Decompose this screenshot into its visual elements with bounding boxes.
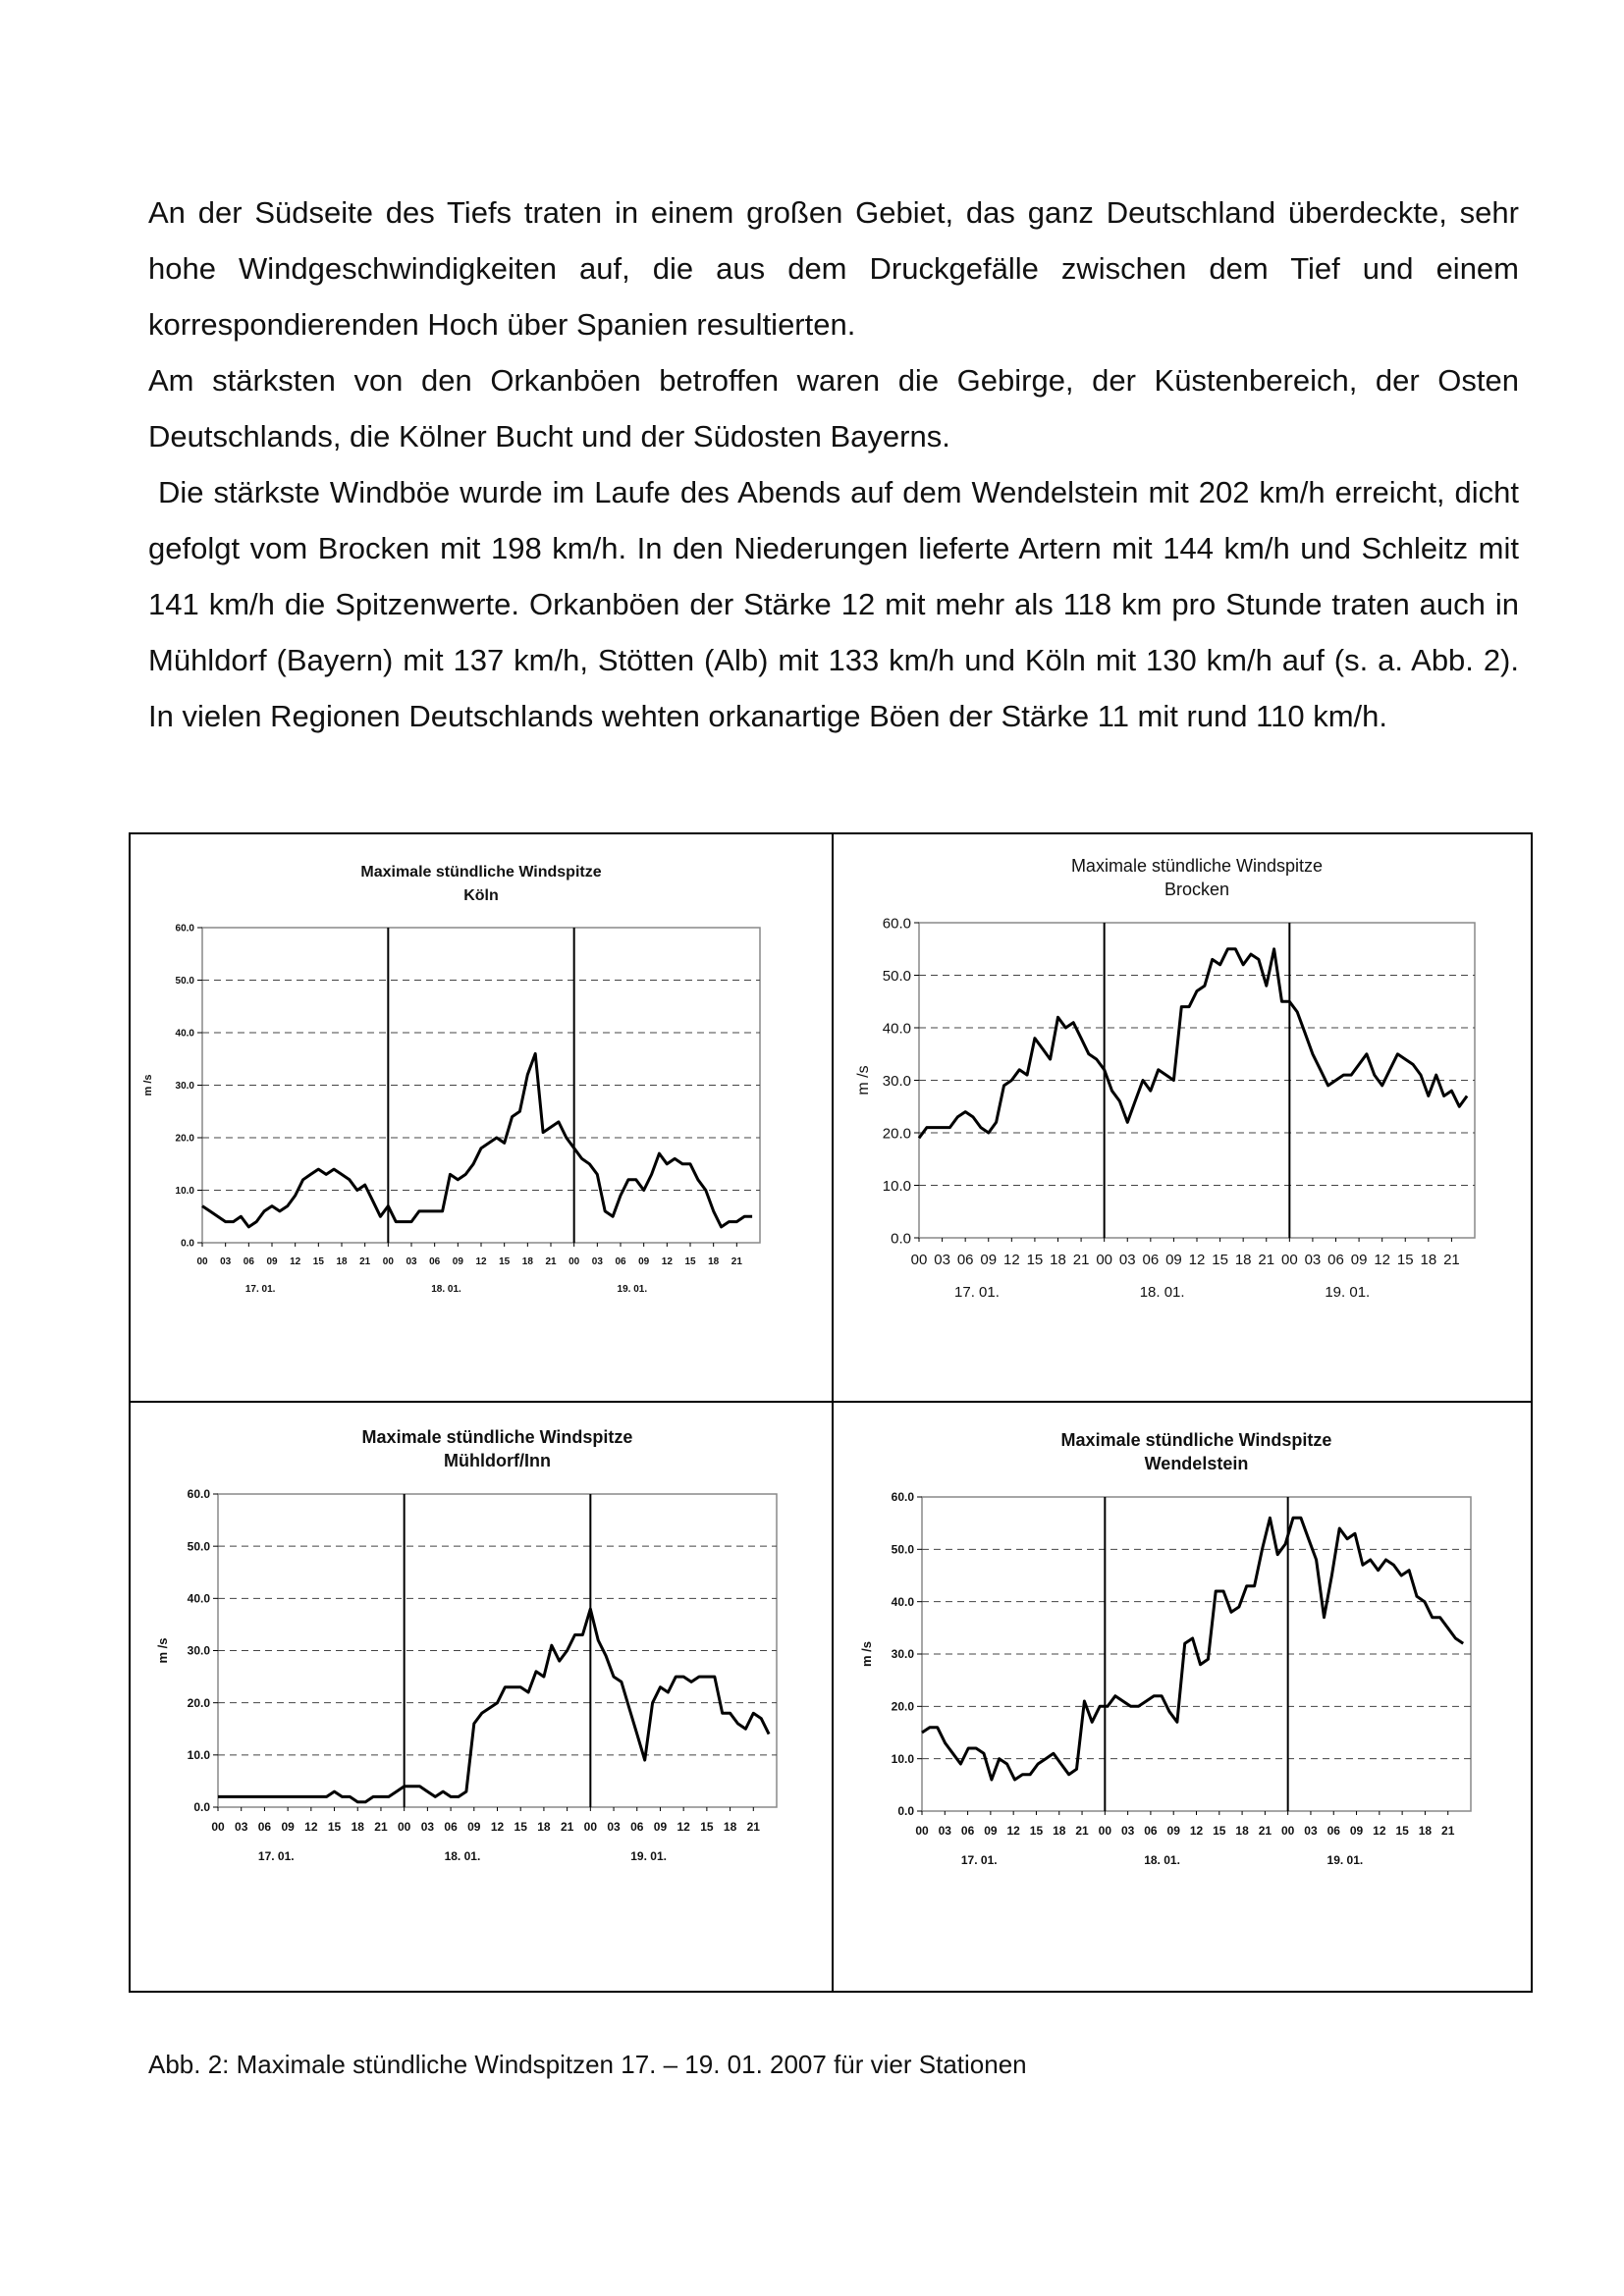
- x-tick-label: 03: [220, 1256, 232, 1267]
- y-tick-label: 10.0: [187, 1748, 210, 1763]
- figure-caption: Abb. 2: Maximale stündliche Windspitzen 17. – 19. 01. 2007 für vier Stationen: [148, 2050, 1027, 2079]
- chart-subtitle: Brocken: [1164, 880, 1230, 899]
- y-tick-label: 30.0: [175, 1081, 194, 1092]
- y-tick-label: 30.0: [882, 1072, 911, 1090]
- x-tick-label: 21: [731, 1256, 742, 1267]
- y-tick-label: 0.0: [193, 1800, 210, 1815]
- x-tick-label: 00: [211, 1820, 225, 1834]
- data-series-line: [202, 1053, 752, 1227]
- y-tick-label: 30.0: [891, 1647, 914, 1662]
- x-tick-label: 21: [746, 1820, 760, 1834]
- chart-subtitle: Köln: [463, 887, 499, 904]
- x-tick-label: 15: [1396, 1252, 1414, 1268]
- x-tick-label: 15: [499, 1256, 511, 1267]
- chart-title: Maximale stündliche Windspitze: [361, 1427, 633, 1447]
- x-tick-label: 06: [1144, 1824, 1158, 1838]
- x-tick-label: 09: [266, 1256, 278, 1267]
- x-tick-label: 06: [956, 1252, 974, 1268]
- x-tick-label: 09: [1165, 1252, 1182, 1268]
- x-tick-label: 06: [1326, 1824, 1340, 1838]
- x-tick-label: 00: [910, 1252, 928, 1268]
- y-tick-label: 60.0: [882, 915, 911, 933]
- x-tick-label: 06: [630, 1820, 644, 1834]
- x-tick-label: 12: [1374, 1252, 1391, 1268]
- x-tick-label: 09: [1349, 1824, 1364, 1838]
- x-tick-label: 18: [723, 1820, 737, 1834]
- y-tick-label: 40.0: [175, 1028, 194, 1040]
- y-tick-label: 50.0: [175, 976, 194, 987]
- y-tick-label: 40.0: [891, 1594, 914, 1609]
- y-tick-label: 20.0: [175, 1133, 194, 1145]
- data-series-line: [919, 949, 1467, 1139]
- x-tick-label: 18: [537, 1820, 551, 1834]
- x-tick-label: 09: [1350, 1252, 1368, 1268]
- x-tick-label: 15: [327, 1820, 342, 1834]
- x-tick-label: 12: [677, 1820, 690, 1834]
- x-tick-label: 15: [1029, 1824, 1044, 1838]
- y-axis-label: m /s: [855, 1065, 872, 1095]
- y-tick-label: 50.0: [187, 1539, 210, 1554]
- y-tick-label: 50.0: [891, 1542, 914, 1557]
- x-tick-label: 12: [290, 1256, 301, 1267]
- date-label: 19. 01.: [1326, 1853, 1364, 1867]
- x-tick-label: 18: [336, 1256, 348, 1267]
- x-tick-label: 00: [196, 1256, 208, 1267]
- date-label: 18. 01.: [1139, 1284, 1185, 1301]
- x-tick-label: 00: [568, 1256, 580, 1267]
- paragraph-2: Am stärksten von den Orkanböen betroffen waren die Gebirge, der Küstenbereich, der Osten Deutschlands, die Kölner Bucht und der Südosten Bayerns.: [148, 363, 1519, 454]
- x-tick-label: 03: [1118, 1252, 1136, 1268]
- y-tick-label: 60.0: [187, 1487, 210, 1502]
- x-tick-label: 09: [452, 1256, 463, 1267]
- chart-title: Maximale stündliche Windspitze: [1070, 856, 1324, 876]
- data-series-line: [922, 1518, 1463, 1780]
- x-tick-label: 06: [429, 1256, 441, 1267]
- x-tick-label: 21: [1441, 1824, 1455, 1838]
- chart-subtitle: Wendelstein: [1144, 1454, 1249, 1473]
- x-tick-label: 21: [545, 1256, 557, 1267]
- chart-title: Maximale stündliche Windspitze: [1060, 1430, 1332, 1450]
- x-tick-label: 00: [583, 1820, 598, 1834]
- x-tick-label: 06: [1142, 1252, 1160, 1268]
- x-tick-label: 00: [915, 1824, 929, 1838]
- x-tick-label: 09: [1166, 1824, 1180, 1838]
- x-tick-label: 09: [638, 1256, 650, 1267]
- date-label: 18. 01.: [444, 1849, 481, 1863]
- y-tick-label: 30.0: [187, 1643, 210, 1658]
- x-tick-label: 12: [661, 1256, 673, 1267]
- x-tick-label: 03: [406, 1256, 417, 1267]
- x-tick-label: 03: [1120, 1824, 1135, 1838]
- x-tick-label: 12: [490, 1820, 505, 1834]
- x-tick-label: 18: [1050, 1252, 1066, 1268]
- data-series-line: [218, 1609, 769, 1802]
- chart-panel-muehldorf: [129, 1401, 830, 1993]
- x-tick-label: 12: [1188, 1252, 1206, 1268]
- x-tick-label: 03: [1304, 1252, 1322, 1268]
- x-tick-label: 09: [467, 1820, 481, 1834]
- x-tick-label: 21: [1075, 1824, 1089, 1838]
- body-text: [148, 185, 1528, 744]
- x-tick-label: 18: [1420, 1252, 1437, 1268]
- date-label: 19. 01.: [617, 1284, 648, 1295]
- y-tick-label: 0.0: [891, 1230, 911, 1248]
- x-tick-label: 15: [700, 1820, 714, 1834]
- x-tick-label: 15: [1395, 1824, 1409, 1838]
- chart-wendelstein: [832, 1401, 1533, 1993]
- x-tick-label: 00: [1280, 1252, 1298, 1268]
- x-tick-label: 21: [1072, 1252, 1090, 1268]
- chart-brocken: [832, 832, 1533, 1399]
- paragraph-1: An der Südseite des Tiefs traten in einem großen Gebiet, das ganz Deutschland überdeckte, sehr hohe Windgeschwindigkeiten auf, die aus dem Druckgefälle zwischen dem Tief und einem korrespondierenden Hoch über Spanien resultierten.: [148, 195, 1519, 342]
- x-tick-label: 03: [607, 1820, 621, 1834]
- chart-title: Maximale stündliche Windspitze: [360, 864, 602, 881]
- x-tick-label: 03: [1304, 1824, 1318, 1838]
- y-axis-label: m /s: [142, 1074, 154, 1096]
- date-label: 19. 01.: [1325, 1284, 1371, 1301]
- y-tick-label: 20.0: [891, 1699, 914, 1714]
- x-tick-label: 21: [374, 1820, 388, 1834]
- chart-subtitle: Mühldorf/Inn: [444, 1451, 551, 1470]
- x-tick-label: 09: [984, 1824, 998, 1838]
- date-label: 19. 01.: [630, 1849, 667, 1863]
- x-tick-label: 18: [1418, 1824, 1433, 1838]
- x-tick-label: 09: [653, 1820, 668, 1834]
- paragraph-3: Die stärkste Windböe wurde im Laufe des Abends auf dem Wendelstein mit 202 km/h erreicht, dicht gefolgt vom Brocken mit 198 km/h. In den Niederungen lieferte Artern mit 144 km/h und Schleitz mit 141 km/h die Spitzenwerte. Orkanböen der Stärke 12 mit mehr als 118 km pro Stunde traten auch in Mühldorf (Bayern) mit 137 km/h, Stötten (Alb) mit 133 km/h und Köln mit 130 km/h auf (s. a. Abb. 2). In vielen Regionen Deutschlands wehten orkanartige Böen der Stärke 11 mit rund 110 km/h.: [148, 475, 1528, 733]
- x-tick-label: 12: [1006, 1824, 1020, 1838]
- x-tick-label: 03: [420, 1820, 435, 1834]
- y-tick-label: 10.0: [175, 1186, 194, 1197]
- y-tick-label: 40.0: [882, 1020, 911, 1038]
- x-tick-label: 18: [521, 1256, 533, 1267]
- x-tick-label: 21: [1443, 1252, 1460, 1268]
- y-tick-label: 0.0: [897, 1804, 914, 1819]
- y-tick-label: 10.0: [891, 1751, 914, 1766]
- x-tick-label: 00: [1096, 1252, 1113, 1268]
- x-tick-label: 06: [1327, 1252, 1344, 1268]
- x-tick-label: 18: [1053, 1824, 1066, 1838]
- chart-panel-koeln: [129, 832, 830, 1399]
- x-tick-label: 21: [359, 1256, 371, 1267]
- x-tick-label: 00: [397, 1820, 411, 1834]
- x-tick-label: 21: [560, 1820, 574, 1834]
- x-tick-label: 18: [1235, 1824, 1249, 1838]
- y-tick-label: 50.0: [882, 967, 911, 985]
- x-tick-label: 12: [1189, 1824, 1204, 1838]
- x-tick-label: 18: [708, 1256, 720, 1267]
- x-tick-label: 03: [235, 1820, 248, 1834]
- x-tick-label: 09: [281, 1820, 295, 1834]
- chart-koeln: [129, 832, 830, 1399]
- date-label: 17. 01.: [257, 1849, 295, 1863]
- x-tick-label: 15: [684, 1256, 696, 1267]
- x-tick-label: 18: [351, 1820, 364, 1834]
- x-tick-label: 06: [257, 1820, 272, 1834]
- x-tick-label: 06: [960, 1824, 975, 1838]
- x-tick-label: 06: [615, 1256, 626, 1267]
- y-tick-label: 60.0: [891, 1490, 914, 1505]
- date-label: 17. 01.: [244, 1284, 276, 1295]
- date-label: 18. 01.: [1144, 1853, 1180, 1867]
- x-tick-label: 21: [1258, 1824, 1272, 1838]
- x-tick-label: 03: [938, 1824, 951, 1838]
- y-tick-label: 0.0: [181, 1238, 194, 1250]
- x-tick-label: 15: [514, 1820, 527, 1834]
- x-tick-label: 09: [980, 1252, 998, 1268]
- x-tick-label: 06: [243, 1256, 254, 1267]
- x-tick-label: 00: [1280, 1824, 1295, 1838]
- date-label: 17. 01.: [960, 1853, 998, 1867]
- x-tick-label: 12: [475, 1256, 487, 1267]
- y-tick-label: 60.0: [175, 923, 194, 934]
- date-label: 18. 01.: [431, 1284, 461, 1295]
- x-tick-label: 00: [1098, 1824, 1112, 1838]
- x-tick-label: 15: [1026, 1252, 1044, 1268]
- chart-muehldorf: [129, 1401, 830, 1993]
- y-axis-label: m /s: [155, 1637, 170, 1664]
- x-tick-label: 03: [934, 1252, 950, 1268]
- chart-panel-brocken: [832, 832, 1533, 1399]
- y-axis-label: m /s: [859, 1640, 874, 1668]
- x-tick-label: 00: [382, 1256, 394, 1267]
- y-tick-label: 20.0: [187, 1695, 210, 1710]
- x-tick-label: 12: [304, 1820, 318, 1834]
- y-tick-label: 40.0: [187, 1591, 210, 1606]
- x-tick-label: 15: [1213, 1824, 1226, 1838]
- x-tick-label: 06: [444, 1820, 458, 1834]
- y-tick-label: 10.0: [882, 1177, 911, 1195]
- x-tick-label: 21: [1258, 1252, 1275, 1268]
- x-tick-label: 15: [1212, 1252, 1228, 1268]
- x-tick-label: 12: [1002, 1252, 1020, 1268]
- x-tick-label: 12: [1373, 1824, 1386, 1838]
- y-tick-label: 20.0: [882, 1125, 911, 1143]
- chart-panel-wendelstein: [832, 1401, 1533, 1993]
- x-tick-label: 18: [1234, 1252, 1252, 1268]
- x-tick-label: 03: [591, 1256, 603, 1267]
- x-tick-label: 15: [312, 1256, 324, 1267]
- date-label: 17. 01.: [954, 1284, 1000, 1301]
